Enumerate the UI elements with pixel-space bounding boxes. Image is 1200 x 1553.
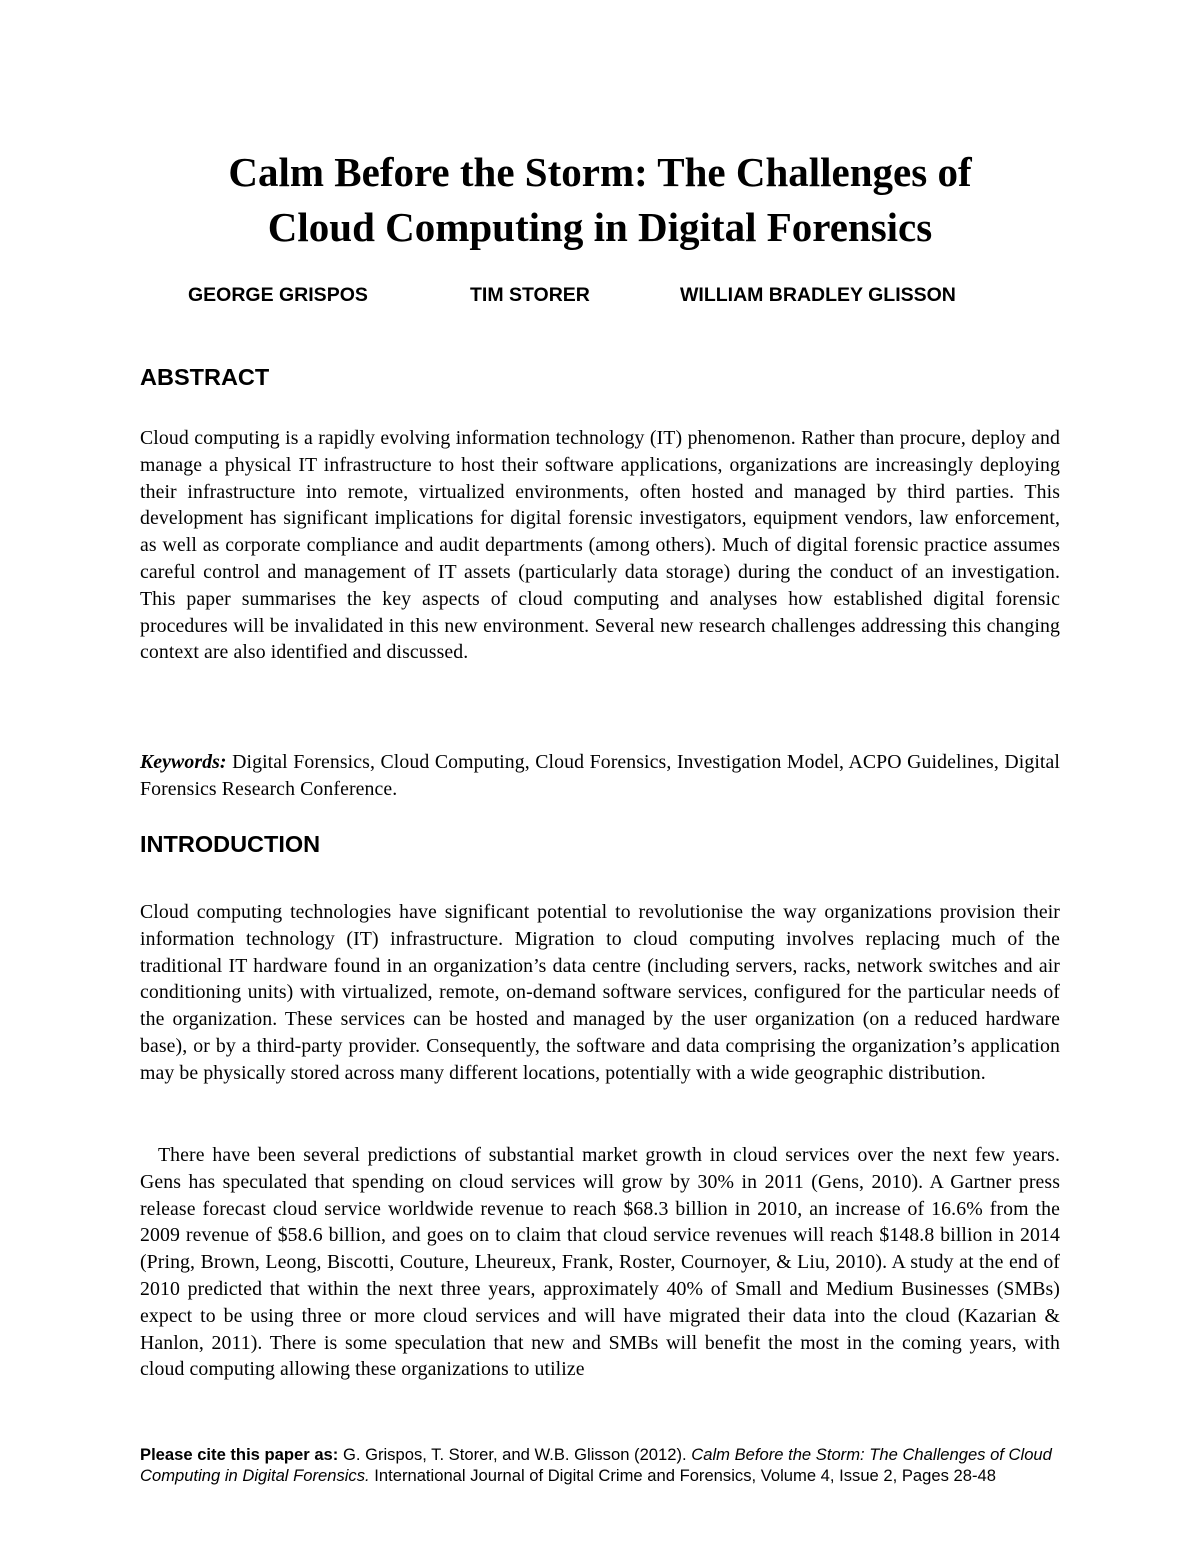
- citation-note: [140, 1444, 1060, 1486]
- author-name: WILLIAM BRADLEY GLISSON: [680, 284, 956, 306]
- intro-paragraph-1: Cloud computing technologies have significant potential to revolutionise the way organizations provision their information technology (IT) infrastructure. Migration to cloud computing involves replacing much of the traditional IT hardware found in an organization’s data centre (including servers, racks, network switches and air conditioning units) with virtualized, remote, on-demand software services, configured for the particular needs of the organization. These services can be hosted and managed by the user organization (on a reduced hardware base), or by a third-party provider. Consequently, the software and data comprising the organization’s application may be physically stored across many different locations, potentially with a wide geographic distribution.: [140, 901, 1060, 1084]
- title-line-1: Calm Before the Storm: The Challenges of: [228, 149, 972, 195]
- citation-source: International Journal of Digital Crime and Forensics, Volume 4, Issue 2, Pages 28-48: [374, 1466, 996, 1485]
- citation-authors: G. Grispos, T. Storer, and W.B. Glisson (2012).: [342, 1445, 687, 1464]
- citation-label: Please cite this paper as:: [140, 1445, 339, 1464]
- paper-title: [140, 145, 1060, 255]
- keywords-text: Digital Forensics, Cloud Computing, Cloud Forensics, Investigation Model, ACPO Guidelines, Digital Forensics Research Conference.: [140, 751, 1060, 800]
- intro-paragraph-2: There have been several predictions of substantial market growth in cloud services over the next few years. Gens has speculated that spending on cloud services will grow by 30% in 2011 (Gens, 2010). A Gartner press release forecast cloud service worldwide revenue to reach $68.3 billion in 2010, an increase of 16.6% from the 2009 revenue of $58.6 billion, and goes on to claim that cloud service revenues will reach $148.8 billion in 2014 (Pring, Brown, Leong, Biscotti, Couture, Lheureux, Frank, Roster, Cournoyer, & Liu, 2010). A study at the end of 2010 predicted that within the next three years, approximately 40% of Small and Medium Businesses (SMBs) expect to be using three or more cloud services and will have migrated their data into the cloud (Kazarian & Hanlon, 2011). There is some speculation that new and SMBs will benefit the most in the coming years, with cloud computing allowing these organizations to utilize: [140, 1144, 1060, 1381]
- title-line-2: Cloud Computing in Digital Forensics: [267, 204, 933, 250]
- abstract-text: Cloud computing is a rapidly evolving information technology (IT) phenomenon. Rather than procure, deploy and manage a physical IT infrastructure to host their software applications, organizations are increasingly deploying their infrastructure into remote, virtualized environments, often hosted and managed by third parties. This development has significant implications for digital forensic investigators, equipment vendors, law enforcement, as well as corporate compliance and audit departments (among others). Much of digital forensic practice assumes careful control and management of IT assets (particularly data storage) during the conduct of an investigation. This paper summarises the key aspects of cloud computing and analyses how established digital forensic procedures will be invalidated in this new environment. Several new research challenges addressing this changing context are also identified and discussed.: [140, 427, 1060, 664]
- keywords-label: Keywords:: [140, 751, 227, 773]
- author-name: GEORGE GRISPOS: [188, 284, 368, 306]
- abstract-heading: ABSTRACT: [140, 364, 270, 390]
- keywords: [140, 749, 1060, 803]
- citation-title: Calm Before the Storm: The Challenges of Cloud Computing in Digital Forensics.: [140, 1445, 1052, 1485]
- author-name: TIM STORER: [470, 284, 590, 306]
- introduction-heading: INTRODUCTION: [140, 831, 321, 857]
